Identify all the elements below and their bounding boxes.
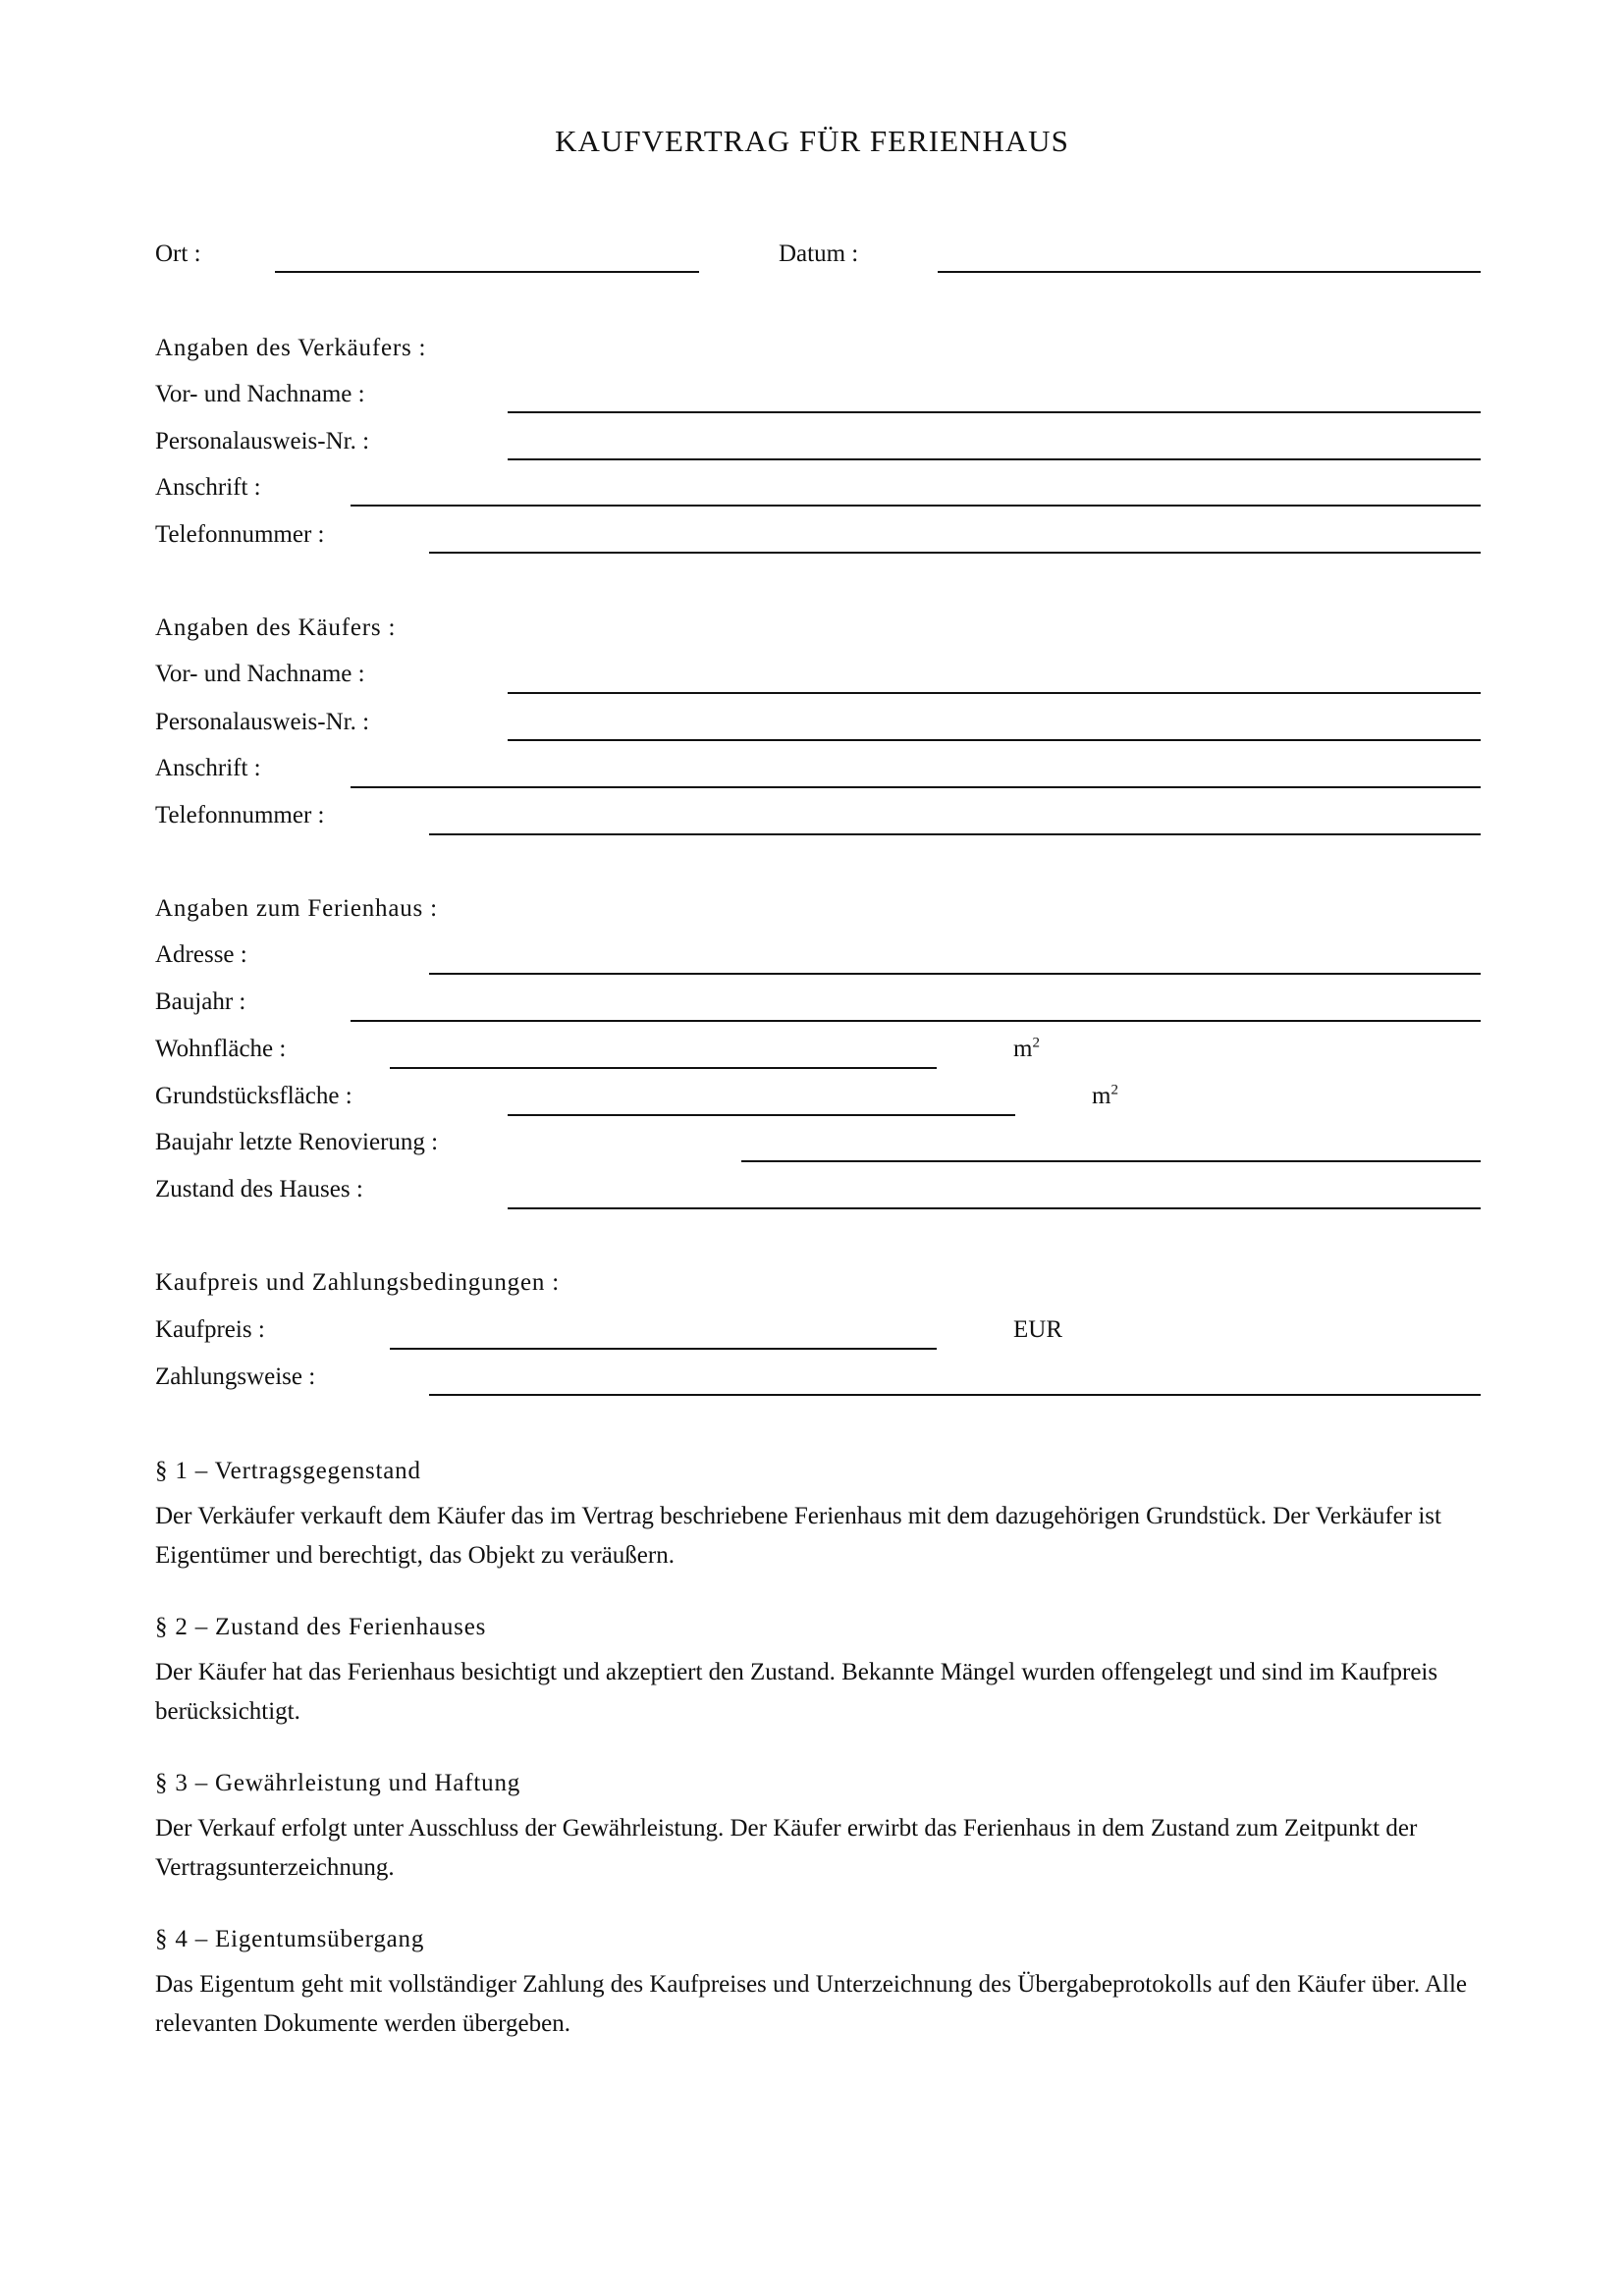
buyer-phone-label: Telefonnummer :: [155, 802, 325, 828]
datum-field[interactable]: [938, 271, 1481, 273]
condition-label: Zustand des Hauses :: [155, 1176, 363, 1202]
seller-address-label: Anschrift :: [155, 474, 261, 501]
buyer-heading: Angaben des Käufers :: [155, 614, 397, 641]
living-area-field[interactable]: [390, 1067, 937, 1069]
buyer-address-label: Anschrift :: [155, 755, 261, 781]
seller-name-field[interactable]: [508, 411, 1481, 413]
price-label: Kaufpreis :: [155, 1316, 265, 1343]
renovation-field[interactable]: [741, 1160, 1481, 1162]
ort-label: Ort :: [155, 240, 201, 267]
buyer-address-field[interactable]: [351, 786, 1481, 788]
seller-address-field[interactable]: [351, 505, 1481, 507]
buyer-id-label: Personalausweis-Nr. :: [155, 709, 370, 735]
plot-area-unit: $m^2$: [1092, 1082, 1118, 1109]
living-area-label: Wohnfläche :: [155, 1036, 287, 1062]
property-address-label: Adresse :: [155, 941, 247, 968]
property-year-label: Baujahr :: [155, 988, 246, 1015]
currency-label: EUR: [1013, 1316, 1062, 1343]
buyer-phone-field[interactable]: [429, 833, 1481, 835]
section-4-heading: § 4 – Eigentumsübergang: [155, 1926, 425, 1952]
buyer-name-label: Vor- und Nachname :: [155, 661, 365, 687]
property-year-field[interactable]: [351, 1020, 1481, 1022]
ort-field[interactable]: [275, 271, 699, 273]
seller-id-label: Personalausweis-Nr. :: [155, 428, 370, 454]
seller-name-label: Vor- und Nachname :: [155, 381, 365, 407]
section-1-text: Der Verkäufer verkauft dem Käufer das im Vertrag beschriebene Ferienhaus mit dem dazugehörigen Grundstück. Der Verkäufer ist Eigentümer und berechtigt, das Objekt zu veräußern.: [155, 1503, 1441, 1569]
buyer-id-field[interactable]: [508, 739, 1481, 741]
buyer-name-field[interactable]: [508, 692, 1481, 694]
document-title: KAUFVERTRAG FÜR FERIENHAUS: [555, 124, 1069, 158]
section-2-heading: § 2 – Zustand des Ferienhauses: [155, 1614, 487, 1640]
property-heading: Angaben zum Ferienhaus :: [155, 895, 438, 922]
section-3-heading: § 3 – Gewährleistung und Haftung: [155, 1770, 521, 1796]
living-area-unit: $m^2$: [1013, 1035, 1040, 1062]
datum-label: Datum :: [779, 240, 859, 267]
payment-method-field[interactable]: [429, 1394, 1481, 1396]
section-1-heading: § 1 – Vertragsgegenstand: [155, 1458, 421, 1484]
plot-area-field[interactable]: [508, 1114, 1015, 1116]
seller-heading: Angaben des Verkäufers :: [155, 335, 427, 361]
price-field[interactable]: [390, 1348, 937, 1350]
section-3-text: Der Verkauf erfolgt unter Ausschluss der Gewährleistung. Der Käufer erwirbt das Ferienhaus in dem Zustand zum Zeitpunkt der Vertragsunterzeichnung.: [155, 1815, 1418, 1881]
renovation-label: Baujahr letzte Renovierung :: [155, 1129, 439, 1155]
property-address-field[interactable]: [429, 973, 1481, 975]
condition-field[interactable]: [508, 1207, 1481, 1209]
section-4-text: Das Eigentum geht mit vollständiger Zahlung des Kaufpreises und Unterzeichnung des Übergabeprotokolls auf den Käufer über. Alle relevanten Dokumente werden übergeben.: [155, 1971, 1467, 2037]
seller-phone-field[interactable]: [429, 552, 1481, 554]
section-2-text: Der Käufer hat das Ferienhaus besichtigt und akzeptiert den Zustand. Bekannte Mängel wurden offengelegt und sind im Kaufpreis berücksichtigt.: [155, 1659, 1438, 1725]
payment-heading: Kaufpreis und Zahlungsbedingungen :: [155, 1269, 560, 1296]
plot-area-label: Grundstücksfläche :: [155, 1083, 352, 1109]
seller-id-field[interactable]: [508, 458, 1481, 460]
seller-phone-label: Telefonnummer :: [155, 521, 325, 548]
payment-method-label: Zahlungsweise :: [155, 1363, 316, 1390]
